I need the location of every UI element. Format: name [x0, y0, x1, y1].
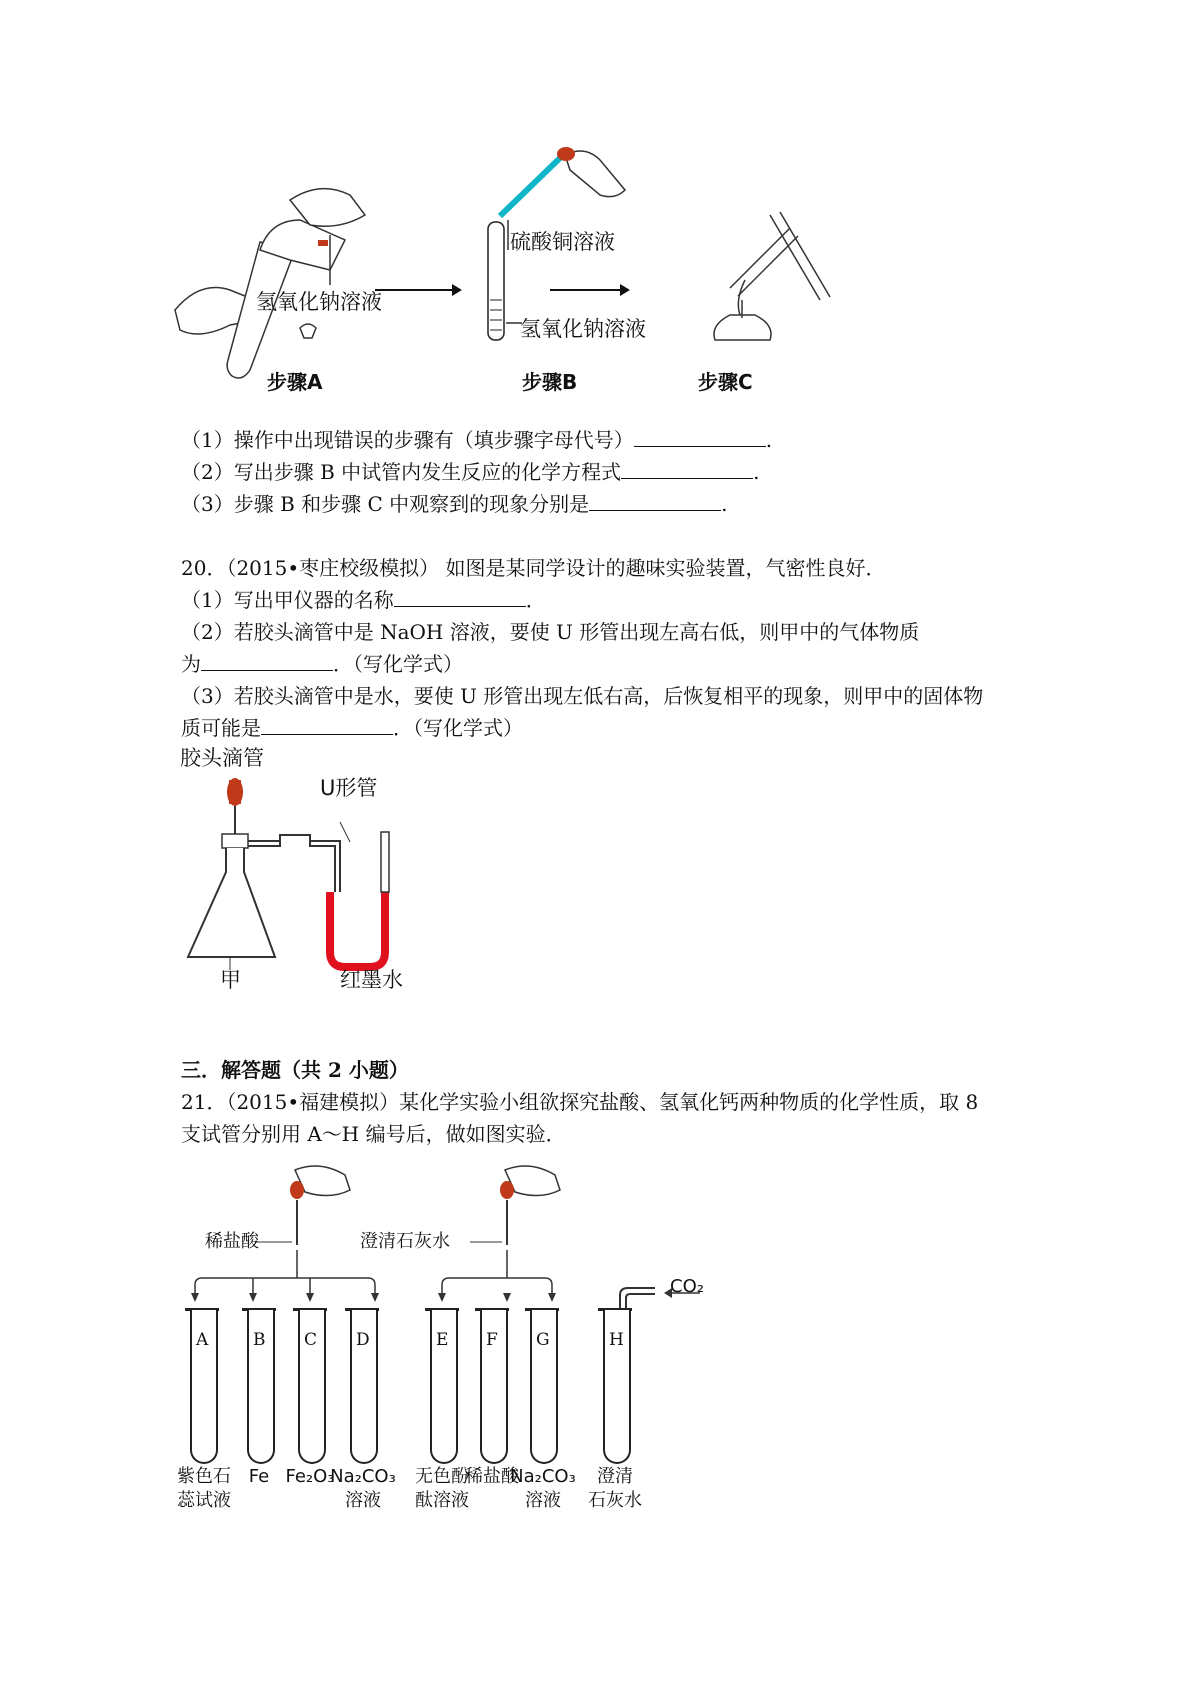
q20-part3-line1: （3）若胶头滴管中是水，要使 U 形管出现左低右高，后恢复相平的现象，则甲中的固体物 [181, 684, 984, 708]
tube-c-letter: C [304, 1330, 318, 1350]
q19-part1-end: . [765, 428, 773, 452]
step-c-illustration [714, 212, 830, 340]
tube-b-letter: B [253, 1330, 266, 1350]
tube-a-contents-l2: 蕊试液 [177, 1490, 231, 1511]
answer-blank[interactable] [261, 716, 393, 735]
q20-part2-line2 [181, 652, 463, 676]
q19-part1 [181, 428, 772, 452]
tube-e-letter: E [436, 1330, 449, 1350]
q19-part2 [181, 460, 760, 484]
tube-g-contents-l1: Na₂CO₃ [510, 1466, 576, 1487]
label-dropper: 胶头滴管 [180, 746, 264, 770]
figure-20-drawing [180, 742, 440, 992]
q21-line1: 21．（2015•福建模拟）某化学实验小组欲探究盐酸、氢氧化钙两种物质的化学性质，取 8 [181, 1090, 979, 1114]
tube-a-contents [174, 1465, 234, 1513]
q19-part1-text: （1）操作中出现错误的步骤有（填步骤字母代号） [181, 428, 634, 452]
tube-a-letter: A [196, 1330, 209, 1350]
tube-d-contents [330, 1465, 396, 1513]
tube-h-contents-l1: 澄清 [597, 1466, 633, 1487]
label-co2: CO₂ [670, 1276, 704, 1297]
q19-part2-text: （2）写出步骤 B 中试管内发生反应的化学方程式 [181, 460, 622, 484]
step-a-illustration [175, 189, 365, 378]
q20-part1 [181, 588, 546, 612]
tube-d-contents-l1: Na₂CO₃ [330, 1466, 396, 1487]
tube-g-letter: G [536, 1330, 550, 1350]
label-dilute-hcl: 稀盐酸 [205, 1231, 259, 1252]
figure-21 [177, 1160, 720, 1520]
tube-f-contents-l1: 稀盐酸 [465, 1466, 519, 1487]
tube-f-letter: F [486, 1330, 498, 1350]
tube-g-contents-l2: 溶液 [525, 1490, 561, 1511]
q19-part3-end: . [721, 492, 728, 516]
q21-line2: 支试管分别用 A～H 编号后，做如图实验． [181, 1122, 566, 1146]
answer-blank[interactable] [589, 492, 721, 511]
q20-part1-text: （1）写出甲仪器的名称 [181, 588, 394, 612]
label-flask-jia: 甲 [220, 968, 241, 992]
tube-g-contents [510, 1465, 576, 1513]
tube-e-contents-l2: 酞溶液 [415, 1490, 469, 1511]
label-cuso4-solution: 硫酸铜溶液 [510, 230, 615, 254]
q20-part1-end: ． [525, 588, 546, 612]
q19-part3-text: （3）步骤 B 和步骤 C 中观察到的现象分别是 [181, 492, 590, 516]
tube-h-letter: H [609, 1330, 624, 1350]
step-a-label: 步骤A [267, 370, 323, 394]
step-c-label: 步骤C [698, 370, 753, 394]
answer-blank[interactable] [634, 428, 766, 447]
tube-b-contents-l1: Fe [248, 1466, 270, 1487]
q20-part2-suffix: ．（写化学式） [333, 652, 463, 676]
tube-a-contents-l1: 紫色石 [177, 1466, 231, 1487]
tube-h-contents-l2: 石灰水 [588, 1490, 642, 1511]
arrow-b-to-c-head [620, 284, 630, 296]
label-red-ink: 红墨水 [340, 968, 403, 992]
q19-part3 [181, 492, 728, 516]
arrow-a-to-b-head [452, 284, 462, 296]
answer-blank[interactable] [621, 460, 753, 479]
label-u-tube: U形管 [320, 776, 378, 800]
tube-d-letter: D [356, 1330, 370, 1350]
q20-part3-suffix: ．（写化学式） [393, 716, 523, 740]
tube-e-contents-l1: 无色酚 [415, 1466, 469, 1487]
q20-part2-line1: （2）若胶头滴管中是 NaOH 溶液，要使 U 形管出现左高右低，则甲中的气体物质 [181, 620, 920, 644]
label-naoh-solution-a: 氢氧化钠溶液 [256, 290, 382, 314]
tube-c-contents-l1: Fe₂O₃ [285, 1466, 335, 1487]
tube-b-contents [234, 1465, 284, 1489]
q20-part3-prefix: 质可能是 [181, 716, 261, 740]
label-naoh-solution-b: 氢氧化钠溶液 [520, 317, 646, 341]
label-limewater-dropper: 澄清石灰水 [360, 1231, 450, 1252]
q20-part3-line2 [181, 716, 523, 740]
answer-blank[interactable] [201, 652, 333, 671]
answer-blank[interactable] [394, 588, 526, 607]
q20-part2-prefix: 为 [181, 652, 201, 676]
section-3-heading: 三．解答题（共 2 小题） [181, 1058, 409, 1082]
figure-19 [170, 140, 890, 430]
tube-h-contents [582, 1465, 648, 1513]
q20-heading: 20．（2015•枣庄校级模拟） 如图是某同学设计的趣味实验装置，气密性良好． [181, 556, 886, 580]
step-b-label: 步骤B [522, 370, 578, 394]
q19-part2-end: . [753, 460, 760, 484]
tube-d-contents-l2: 溶液 [345, 1490, 381, 1511]
figure-20 [180, 742, 440, 992]
